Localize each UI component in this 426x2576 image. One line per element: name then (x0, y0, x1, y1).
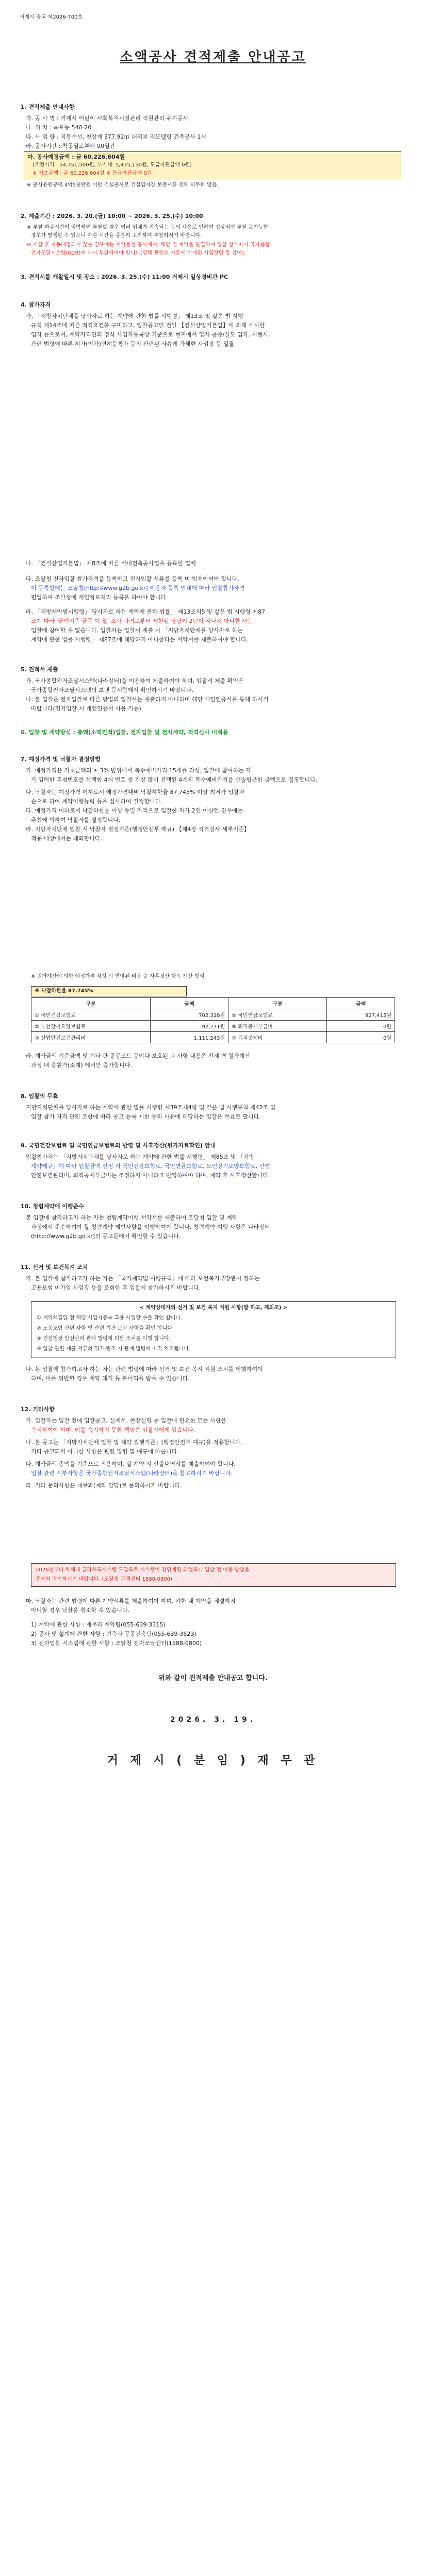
warning-text: 2026년부터 차세대 클라우드시스템 도입으로 시스템이 전면개편 되었으니 입찰 전 이용 방법을 (36, 1567, 250, 1573)
notice-item: ① 계약체결일 전 해당 사업자등록 고용 사업장 수를 확인 합니다. (37, 1315, 183, 1321)
notice-title: < 계약상대자의 선거 및 보건 복지 지원 사항(발 하고, 제외조) > (139, 1305, 288, 1311)
notice-box (31, 1301, 396, 1358)
section-7-heading: 7. 예정가격 및 낙찰자 결정방법 (21, 756, 101, 762)
s12-p1b: 숙지하여야 하며, 이를 숙지하지 못한 책임은 입찰자에게 있습니다. (31, 1427, 195, 1433)
s1-row-3: 라. 공사기간 : 착공일로부터 90일간 (26, 143, 116, 149)
s2-note-1b: 경우가 발생할 수 있으니 마감 시간을 충분히 고려하여 투찰하시기 바랍니다. (31, 233, 202, 239)
s7-p1b: 가 입력한 추첨번호를 선택한 4개 번호 중 가장 많이 선택된 4개의 복수예비가격을 산술평균한 금액으로 결정합니다. (31, 776, 318, 783)
s4-p4c: 입찰에 참여할 수 없습니다. 입찰자는 입찰서 제출 시 「지방자치단체를 당사자로 하는 (31, 627, 243, 634)
s5-p2: 나. 본 입찰은 전자입찰로 다른 방법의 입찰서는 제출하지 아니하며 해당 개인인증서를 통해 하시기 (26, 696, 269, 703)
section-3-heading: 3. 견적서를 개찰일시 및 장소 : 2026. 3. 25.(수) 11:00 거제시 일상경비관 PC (21, 274, 228, 280)
s7-p3b: 추첨에 의하여 낙찰자를 결정합니다. (31, 817, 121, 823)
s4-p2: 나. 「건설산업기본법」 제8조에 따른 실내건축공사업을 등록한 업체 (26, 560, 196, 567)
rate-text: ※ 낙찰하한율 87.745% (35, 988, 93, 994)
s7-p2: 나. 낙찰자는 예정가격 이하로서 예정가격대비 낙찰하한율 87.745% 이상 최저가 입찰자 (26, 789, 244, 795)
table-row (31, 1032, 395, 1043)
section-1-heading: 1. 견적제출 안내사항 (21, 104, 75, 110)
section-2-heading: 2. 제출기간 : 2026. 3. 20.(금) 10:00 ~ 2026. 3. 25.(수) 10:00 (21, 213, 203, 219)
budget-amount: 마. 공사예정금액 : 금 60,226,604원 (27, 154, 125, 160)
s4-p3: 다. 조달청 전자입찰 참가자격을 등록하고 전자입찰 서류를 등록 미 업체이어야 합니다. (26, 575, 239, 582)
table-row (31, 1009, 395, 1021)
page-title: 소액공사 견적제출 안내공고 (120, 49, 306, 65)
budget-detail-2: ※ 기초금액 : 금 60,226,604원 ※ 관급자관급액 0원 (32, 171, 152, 176)
section-5-heading: 5. 견적서 제출 (21, 666, 58, 673)
table-header: 금액 (150, 998, 228, 1009)
s4-p3c: 편입하여 조달청에 개인정보처리 등록을 하여야 합니다. (31, 594, 168, 601)
contact-item: 1) 계약에 관한 사항 : 재무과 계약팀(055-639-3315) (31, 1621, 166, 1628)
s1-row-0: 가. 공 사 명 : 거제시 어린이·사회복지시설관리 직원관리 유지공사 (26, 115, 188, 122)
s7-p4: 라. 지방자치단체 입찰 시 낙찰자 결정기준(행정안전부 예규) 【제4장 적격심사 세부기준】 (26, 826, 250, 833)
s9-p1c: 안전보건관리비, 퇴직공제부금비는 조정하지 아니하고 반영하여야 하며, 계약 후 사후정산합니다. (31, 1172, 270, 1179)
s4-p1b: 규칙 제14조에 따른 적격요건을 구비하고, 입찰공고일 전일 【건설산업기본법】에 의해 개시한 (31, 322, 265, 329)
closing-text: 위와 같이 견적제출 안내공고 합니다. (158, 1674, 268, 1682)
section-8-heading: 8. 입찰의 무효 (21, 1093, 58, 1099)
s5-p1b: 국가종합전자조달시스템의 보낸 문서함에서 확인하시기 바랍니다. (31, 687, 194, 693)
notice-item: ② 노동조합 관련 사항 및 관련 기관 보고 사항을 확인 합니다. (37, 1326, 174, 1331)
s12-p3: 다. 계약금액 총액을 기준으로 적용하며, 실 계약 시 산출내역서를 제출하여야 합니다. (26, 1461, 236, 1467)
s7-p5: 라. 계약금액 기준금액 및 기타 관 공공코드 등이다 보호된 그 사항 내용은 전체 변 원가계산 (26, 1053, 250, 1059)
table-cell: ② 노인장기요양보험료 (31, 1021, 151, 1032)
s10-p1: 본 입찰에 참가하고자 하는 자는 청렴계약이행 서약서를 제출하여 조달청 입찰 및 계약 (26, 1214, 238, 1221)
notice-item: ③ 건설현장 안전관리 관계 법령에 의한 조치를 이행 합니다. (37, 1336, 171, 1342)
contact-item: 3) 전자입찰 시스템에 관한 사항 : 조달청 전자조달센터(1588-0800) (31, 1640, 202, 1647)
table-cell: 92,271원 (150, 1021, 228, 1032)
s12-p2: 나. 본 공고는 「지방자치단체 입찰 및 계약 집행기준」(행정안전부 예규)을 적용합니다. (26, 1439, 242, 1446)
s9-p1: 입찰참가자는 「지방자치단체를 당사자로 하는 계약에 관한 법률 시행령」 제85조 및 「지방 (26, 1154, 255, 1160)
section-10-heading: 10. 청렴계약에 이행준수 (21, 1203, 84, 1210)
s2-note-2b: 전자조달시스템(G2B)에 다시 투찰하여야 합니다(당해 관련된 자료에 기재된 사업장만 등 참여). (31, 250, 246, 256)
issuing-office: 거 제 시 ( 분 임 ) 재 무 관 (107, 1754, 319, 1767)
s7-p4b: 적용 대상에서는 제외합니다. (31, 835, 103, 842)
table-cell: ⑦ 퇴직공제비 (228, 1032, 327, 1043)
s4-p1: 가. 「지방자치단체를 당사자로 하는 계약에 관한 법률 시행령」 제13조 및 같은 법 시행 (26, 313, 243, 319)
table-cell: 0원 (327, 1032, 395, 1043)
table-header: 금액 (327, 998, 395, 1009)
s4-p1d: 관련 법령에 따른 허가(인가)면허등록자 등의 관련된 사유에 가해한 사업장 등 일괄 (31, 341, 235, 347)
s11-p1b: 고용보험 미가입 사업장 등을 조회한 후 입찰에 참가하시기 바랍니다. (31, 1284, 201, 1291)
s1-row-2: 다. 사 업 량 : 지붕수선, 천장재 377.92㎡ 내외부 리모델링 건축공사 1식 (26, 133, 207, 140)
s4-p3b: 이 동록방에는 조달청(http://www.g2b.go.kr) 이용자 등록 안내에 따라 입찰참가자격 (31, 585, 245, 591)
rate-box (31, 986, 187, 996)
s10-p1c: (http://www.g2b.go.kr)의 공고문에서 확인할 수 있습니다. (31, 1233, 181, 1240)
table-header-row (31, 998, 395, 1009)
s12-p3b: 입찰 관련 세부사항은 국가종합전자조달시스템(나라장터)을 참고하시기 바랍니다. (31, 1470, 233, 1477)
table-cell: ③ 산업안전보건관리비 (31, 1032, 151, 1043)
table-cell: 1,111,243원 (150, 1032, 228, 1043)
section-12-heading: 12. 기타사항 (21, 1406, 55, 1413)
table-cell: 927,415원 (327, 1009, 395, 1021)
s11-p1: 가. 본 입찰에 참가하고자 하는 자는 「국가계약법 시행규칙」에 따라 보건복지부장관이 정하는 (26, 1275, 260, 1282)
section-11-heading: 11. 선거 및 보건복지 조치 (21, 1264, 88, 1270)
section-6-heading (21, 728, 228, 737)
s7-p1: 가. 예정가격은 기초금액의 ± 3% 범위에서 복수예비가격 15개를 작성, 입찰에 참여하는 자 (26, 767, 251, 774)
s7-p5b: 과정 내 총원가(소계) 에서만 증가합니다. (31, 1062, 133, 1069)
s4-p4d: 계약에 관한 법률 시행령」 제87조에 해당하지 아니한다는 서약서를 제출하여야 합니다. (31, 636, 249, 643)
s12-p5: 마. 낙찰자는 관련 법령에 따른 계약서류를 제출하여야 하며, 기한 내 계약을 체결하지 (26, 1598, 236, 1604)
s7-p3: 다. 예정가격 이하로서 낙찰하한율 이상 동일 가격으로 입찰한 자가 2인 이상인 경우에는 (26, 807, 243, 814)
s5-p2b: 바랍니다(전자입찰 시 개인인증서 사용 가능). (31, 705, 143, 712)
s4-p4b: 조에 따라 '금액기준 금품 이 일' 조사 과거로부터 제한된 당당이 2년이 지나지 아니한 사는 (31, 618, 253, 624)
section-9-heading: 9. 국민건강보험료 및 국민연금보험료의 반영 및 사후정산(원가자료확인) 안내 (21, 1142, 216, 1149)
s2-note-1: ※ 투찰 마감시간이 임박하여 투찰할 경우 여러 업체가 접속되는 등의 사유로 인하여 정상적인 투찰 불가능한 (27, 225, 269, 230)
section-4-heading: 4. 참가자격 (21, 301, 51, 308)
s8-p1: 지방자치단체를 당사자로 하는 계약에 관한 법률 시행령 제39조제4항 및 같은 법 시행규칙 제42조 및 (26, 1104, 276, 1111)
s4-p1c: 업자 등으로서, 계약자격인의 정식 사업자등록상 기준으로 현지에서 업자 공종/실도 업자, 시행사, (31, 331, 270, 338)
table-cell: ① 국민건강보험료 (31, 1009, 151, 1021)
table-header: 구분 (31, 998, 151, 1009)
budget-box (24, 151, 401, 179)
s12-p2b: 기타 공고되지 아니한 사항은 관련 법령 및 예규에 따릅니다. (31, 1448, 179, 1455)
s1-row-1: 나. 위 치 : 옥포동 540-20 (26, 124, 92, 131)
contact-item: 2) 공사 및 설계에 관한 사항 : 건축과 공공건축팀(055-639-3523) (31, 1631, 196, 1637)
table-row (31, 1021, 395, 1032)
warning-text-2: 충분히 숙지하시기 바랍니다. (조달청 고객센터 1588-0800) (36, 1577, 172, 1582)
s12-p4: 라. 기타 문의사항은 재무과(계약 담당)로 문의하시기 바랍니다. (26, 1482, 182, 1489)
warning-box (31, 1563, 396, 1587)
table-cell: 702,318원 (150, 1009, 228, 1021)
s10-p1b: 과정에서 준수하여야 할 청렴계약 제반사항을 이행하여야 합니다. 청렴계약 이행 사항은 나라장터 (31, 1224, 270, 1230)
s11-p2b: 하며, 이를 위반할 경우 계약 해지 등 불이익을 받을 수 있습니다. (31, 1375, 190, 1382)
s6-heading-text: 6. 입찰 및 계약방식 : 총액(소액견적)입찰, 전자입찰 및 전자계약, 적격심사 미적용 (21, 729, 228, 736)
s12-p5b: 아니할 경우 낙찰을 취소할 수 있습니다. (31, 1607, 129, 1614)
table-cell: ⑥ 퇴직공제부금비 (228, 1021, 327, 1032)
deduction-table (31, 997, 395, 1043)
budget-detail-1: (추정가격 : 54,751,500원, 부가세: 5,475,150원, 도급자관급액 0원) (32, 162, 192, 168)
s5-p1: 가. 국가종합전자조달시스템(나라장터)을 이용하여 제출하여야 하며, 입찰서 제출 확인은 (26, 677, 244, 684)
issue-date: 2026. 3. 19. (170, 1716, 256, 1724)
s9-p1b: 계약예규」에 따라 입찰금액 산정 시 국민건강보험료, 국민연금보험료, 노인장기요양보험료, 산업 (31, 1163, 270, 1170)
s2-note-2: ※ 개찰 후 자동배정되기 않는 경우에는 계약불성 공사에서, 해당 건 계약을 단일하여 입찰 참가자시 국가종합 (27, 242, 270, 248)
s7-note: ※ 원가계산에 의한 예정가격 작성 시 반영된 비용 중 사후정산 항목 계산 방식 (31, 974, 205, 979)
table-header: 구분 (228, 998, 327, 1009)
s4-p4: 라. 「지방계약법시행령」 당사자로 하는 계약에 관한 법률」 제13조의5 및 같은 법 시행령 제87 (26, 608, 266, 615)
s8-p1b: 입찰 참가 자격 관련 조항에 따라 공고 등록 제한 등의 사유에 해당하는 입찰은 무효로 합니다. (31, 1113, 261, 1120)
table-cell: 0원 (327, 1021, 395, 1032)
doc-number: 거제시 공고 제2026-700호 (20, 14, 83, 20)
notice-item: ④ 입찰 관련 제출 서류의 위조·변조 시 관계 법령에 따라 처리됩니다. (37, 1346, 191, 1352)
vat-note: ※ 공사용원공액 4억5천만원 미만 건설공사로 건설업자간 보증서류 전체 의무화 않음. (27, 182, 219, 188)
s7-p2b: 순으로 하여 계약이행능력 등을 심사하여 결정합니다. (31, 798, 162, 805)
s11-p2: 나. 본 입찰에 참가하고자 하는 자는 관련 법령에 따라 선거 및 보건 복지 지원 조치를 이행하여야 (26, 1366, 263, 1372)
table-cell: ⑤ 국민연금보험료 (228, 1009, 327, 1021)
s12-p1: 가. 입찰자는 입찰 전에 입찰공고, 설계서, 현장설명 등 입찰에 필요한 모든 사항을 (26, 1417, 226, 1424)
